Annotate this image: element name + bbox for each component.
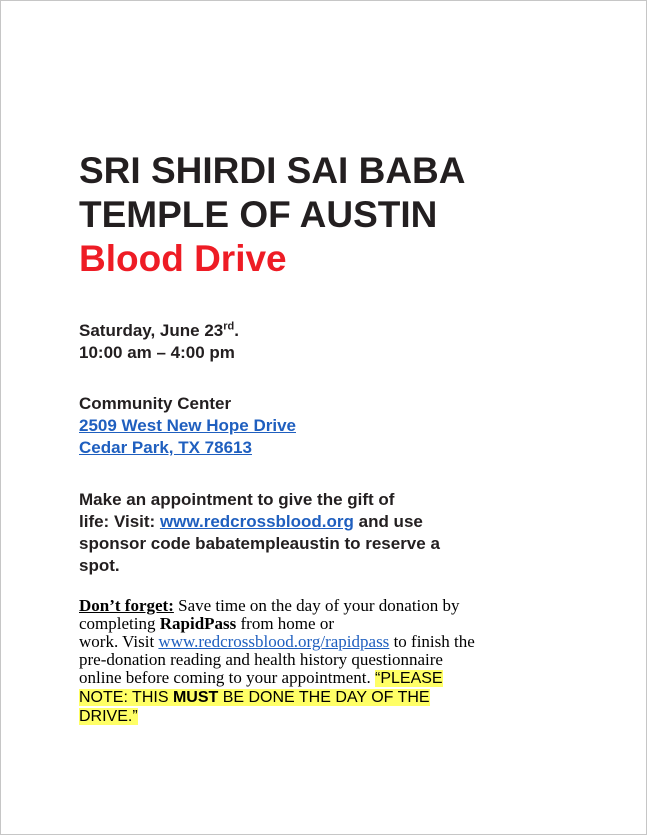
date-end: . — [234, 321, 239, 340]
street-address-link[interactable]: 2509 West New Hope Drive — [79, 416, 296, 435]
redcross-link[interactable]: www.redcrossblood.org — [159, 512, 354, 531]
highlight-end: DRIVE.” — [79, 708, 138, 725]
title-line-2: TEMPLE OF AUSTIN — [79, 194, 438, 235]
appointment-line-1: Make an appointment to give the gift of — [79, 490, 395, 509]
event-name: Blood Drive — [79, 238, 287, 279]
appointment-line-4: spot. — [79, 556, 120, 575]
event-schedule — [79, 320, 239, 364]
reminder-text-3-start: work. Visit — [79, 632, 159, 651]
reminder-text-3-end: to finish the — [389, 632, 475, 651]
appointment-line-2-start: life: Visit: — [79, 512, 160, 531]
reminder-text-2-start: completing — [79, 614, 160, 633]
date-suffix: rd — [223, 320, 235, 333]
reminder-text-4: pre-donation reading and health history questionnaire — [79, 650, 443, 669]
appointment-line-3: sponsor code babatempleaustin to reserve a — [79, 534, 440, 553]
highlight-start: “PLEASE — [375, 670, 443, 687]
page-title — [79, 149, 465, 281]
reminder-text-5: online before coming to your appointment. — [79, 668, 376, 687]
event-date: Saturday, June 23 — [79, 321, 224, 340]
appointment-info — [79, 489, 549, 577]
event-location — [79, 393, 296, 459]
highlight-must: MUST — [172, 689, 219, 706]
reminder-label: Don’t forget: — [79, 596, 174, 615]
event-time: 10:00 am – 4:00 pm — [79, 343, 235, 362]
highlight-mid: BE DONE THE DAY OF THE — [218, 689, 430, 706]
reminder-note — [79, 597, 579, 726]
highlight-line-2 — [79, 689, 430, 706]
rapidpass-link[interactable]: www.redcrossblood.org/rapidpass — [158, 632, 390, 651]
title-line-1: SRI SHIRDI SAI BABA — [79, 150, 466, 191]
appointment-line-2-end: and use — [353, 512, 423, 531]
reminder-text-2-end: from home or — [236, 614, 334, 633]
venue-name: Community Center — [79, 394, 232, 413]
rapidpass-name: RapidPass — [159, 614, 237, 633]
reminder-text-1: Save time on the day of your donation by — [173, 596, 460, 615]
city-address-link[interactable]: Cedar Park, TX 78613 — [79, 438, 252, 457]
highlight-note: NOTE: THIS — [79, 689, 173, 706]
